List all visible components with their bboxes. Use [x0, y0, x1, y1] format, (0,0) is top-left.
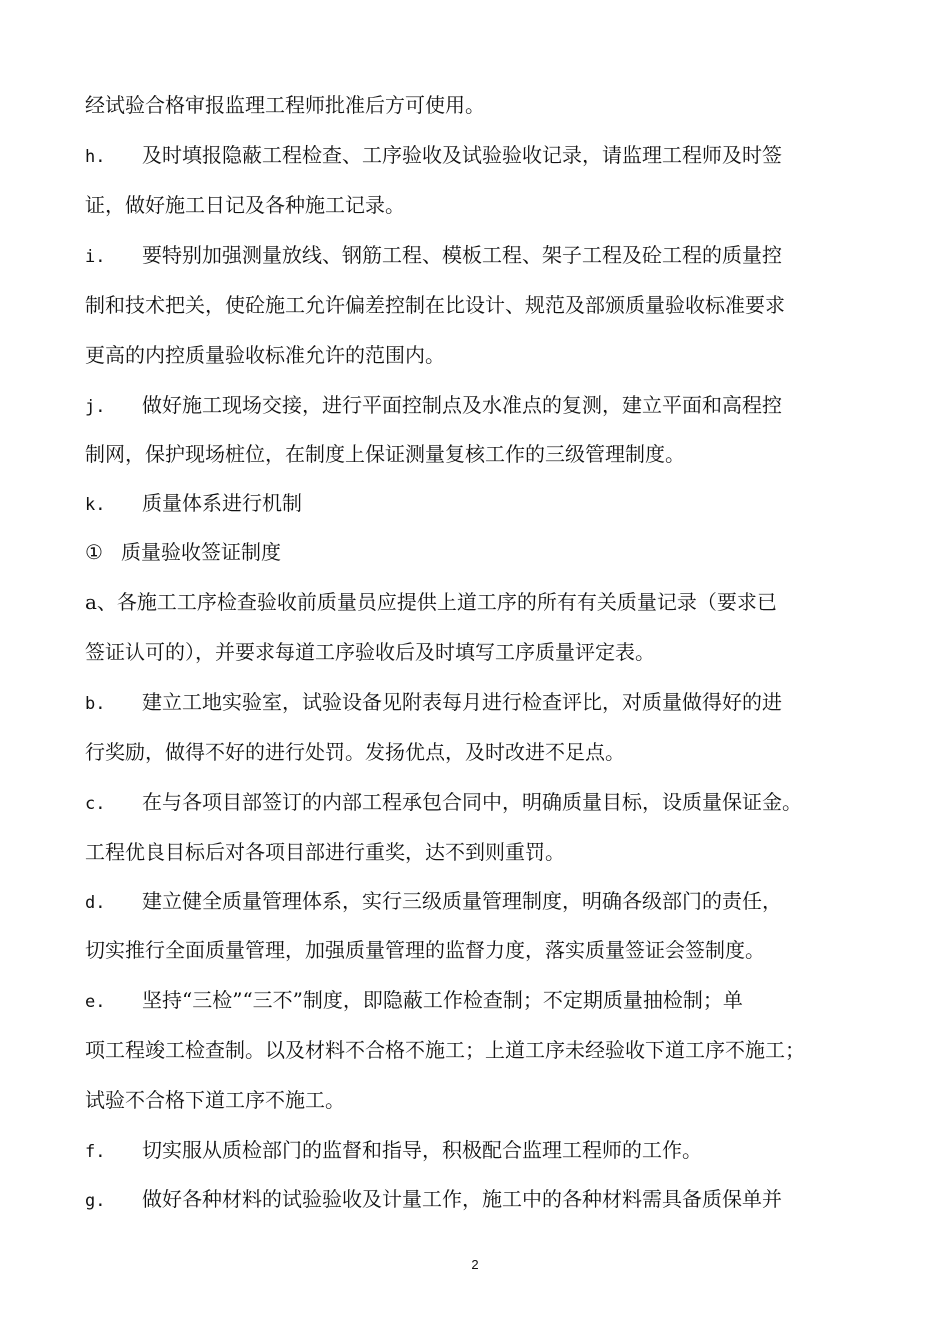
text-line: 试验不合格下道工序不施工。 — [85, 1088, 345, 1112]
text-line: j. 做好施工现场交接，进行平面控制点及水准点的复测，建立平面和高程控 — [85, 390, 885, 422]
text-line: 行奖励，做得不好的进行处罚。发扬优点，及时改进不足点。 — [85, 740, 625, 764]
item-label: c. — [85, 794, 106, 814]
item-label: f. — [85, 1142, 106, 1162]
text-line: 证，做好施工日记及各种施工记录。 — [85, 193, 405, 217]
text-line: f. 切实服从质检部门的监督和指导，积极配合监理工程师的工作。 — [85, 1135, 885, 1167]
text-line: h. 及时填报隐蔽工程检查、工序验收及试验验收记录，请监理工程师及时签 — [85, 140, 885, 172]
text-line: d. 建立健全质量管理体系，实行三级质量管理制度，明确各级部门的责任， — [85, 886, 885, 918]
item-label: g. — [85, 1191, 106, 1211]
text-line: k. 质量体系进行机制 — [85, 488, 885, 520]
text-line: g. 做好各种材料的试验验收及计量工作，施工中的各种材料需具备质保单并 — [85, 1184, 885, 1216]
text-line: 更高的内控质量验收标准允许的范围内。 — [85, 343, 445, 367]
item-label: d. — [85, 893, 106, 913]
text-line: c. 在与各项目部签订的内部工程承包合同中，明确质量目标，设质量保证金。 — [85, 787, 885, 819]
item-label: i. — [85, 247, 106, 267]
item-label: ① — [85, 540, 103, 564]
item-label: b. — [85, 694, 106, 714]
text-line: a、各施工工序检查验收前质量员应提供上道工序的所有有关质量记录（要求已 — [85, 590, 777, 614]
text-line: e. 坚持“三检”“三不”制度，即隐蔽工作检查制；不定期质量抽检制；单 — [85, 985, 885, 1017]
item-label: h. — [85, 147, 106, 167]
text-line: i. 要特别加强测量放线、钢筋工程、模板工程、架子工程及砼工程的质量控 — [85, 240, 885, 272]
text-line: 切实推行全面质量管理，加强质量管理的监督力度，落实质量签证会签制度。 — [85, 938, 765, 962]
page-number: 2 — [471, 1257, 479, 1272]
item-label: e. — [85, 992, 106, 1012]
text-line: ① 质量验收签证制度 — [85, 537, 885, 567]
text-line: 工程优良目标后对各项目部进行重奖，达不到则重罚。 — [85, 840, 565, 864]
text-line: 项工程竣工检查制。以及材料不合格不施工；上道工序未经验收下道工序不施工； — [85, 1038, 805, 1062]
item-label: j. — [85, 397, 106, 417]
text-line: 制和技术把关，使砼施工允许偏差控制在比设计、规范及部颁质量验收标准要求 — [85, 293, 785, 317]
text-line: 经试验合格审报监理工程师批准后方可使用。 — [85, 93, 485, 117]
text-line: b. 建立工地实验室，试验设备见附表每月进行检查评比，对质量做得好的进 — [85, 687, 885, 719]
text-line: 制网，保护现场桩位，在制度上保证测量复核工作的三级管理制度。 — [85, 442, 685, 466]
item-label: k. — [85, 495, 106, 515]
text-line: 签证认可的），并要求每道工序验收后及时填写工序质量评定表。 — [85, 640, 655, 664]
